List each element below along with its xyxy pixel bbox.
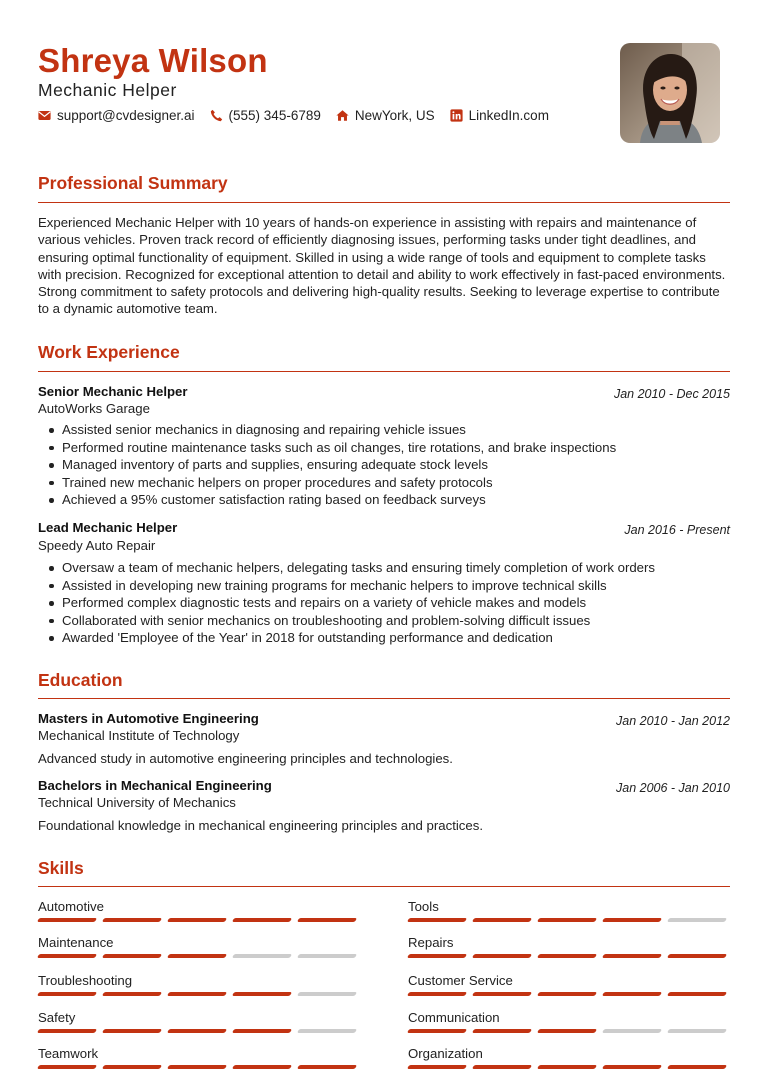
education-dates: Jan 2010 - Jan 2012 <box>616 714 730 728</box>
skill-segment-filled <box>537 992 597 996</box>
skill-label: Automotive <box>38 899 104 914</box>
skills-heading: Skills <box>38 858 84 878</box>
skill-segment-filled <box>472 992 532 996</box>
list-item: Assisted senior mechanics in diagnosing and repairing vehicle issues <box>38 421 616 439</box>
list-item: Oversaw a team of mechanic helpers, delegating tasks and ensuring timely completion of work orders <box>38 559 655 577</box>
skill-rating-bar <box>38 954 363 958</box>
list-item: Achieved a 95% customer satisfaction rating based on feedback surveys <box>38 491 616 509</box>
skill-segment-filled <box>37 954 97 958</box>
skill-segment-filled <box>297 918 357 922</box>
skill-item <box>38 1010 360 1044</box>
job-dates: Jan 2016 - Present <box>624 523 730 537</box>
skill-segment-filled <box>537 1029 597 1033</box>
location-text: NewYork, US <box>354 108 435 123</box>
skill-rating-bar <box>38 918 363 922</box>
profile-photo <box>620 43 720 143</box>
skill-segment-filled <box>37 918 97 922</box>
skill-segment-empty <box>602 1029 662 1033</box>
list-item: Performed complex diagnostic tests and repairs on a variety of vehicle makes and models <box>38 594 655 612</box>
skill-segment-filled <box>472 1065 532 1069</box>
job-bullets <box>38 421 616 509</box>
job-title: Lead Mechanic Helper <box>38 520 178 535</box>
skill-segment-filled <box>602 992 662 996</box>
summary-heading: Professional Summary <box>38 173 228 193</box>
skill-segment-filled <box>232 992 292 996</box>
candidate-role: Mechanic Helper <box>38 80 177 100</box>
skill-segment-filled <box>37 1065 97 1069</box>
list-item: Awarded 'Employee of the Year' in 2018 for outstanding performance and dedication <box>38 629 655 647</box>
skill-segment-filled <box>407 954 467 958</box>
skill-segment-filled <box>667 1065 727 1069</box>
email-text: support@cvdesigner.ai <box>57 108 195 123</box>
skill-rating-bar <box>408 992 733 996</box>
skill-item <box>408 1010 730 1044</box>
list-item: Performed routine maintenance tasks such as oil changes, tire rotations, and brake inspections <box>38 439 616 457</box>
contact-linkedin[interactable] <box>450 108 549 123</box>
contact-location <box>336 108 435 123</box>
skill-segment-empty <box>297 1029 357 1033</box>
list-item: Collaborated with senior mechanics on troubleshooting and problem-solving difficult issues <box>38 612 655 630</box>
skill-segment-filled <box>537 1065 597 1069</box>
skill-segment-filled <box>37 992 97 996</box>
skill-segment-filled <box>232 1029 292 1033</box>
skill-segment-empty <box>667 1029 727 1033</box>
skill-item <box>38 1046 360 1078</box>
skill-rating-bar <box>408 1029 733 1033</box>
skill-label: Tools <box>408 899 439 914</box>
skill-segment-filled <box>472 918 532 922</box>
skill-segment-filled <box>102 1029 162 1033</box>
skill-rating-bar <box>408 954 733 958</box>
skill-segment-filled <box>167 1029 227 1033</box>
skill-segment-filled <box>167 992 227 996</box>
skill-segment-filled <box>537 954 597 958</box>
skill-segment-filled <box>297 1065 357 1069</box>
job-bullets <box>38 559 655 647</box>
skill-label: Troubleshooting <box>38 973 133 988</box>
skill-segment-filled <box>102 992 162 996</box>
skill-segment-filled <box>102 954 162 958</box>
job-dates: Jan 2010 - Dec 2015 <box>613 387 730 401</box>
phone-icon <box>210 109 223 122</box>
skill-segment-filled <box>407 1029 467 1033</box>
skill-label: Customer Service <box>408 973 513 988</box>
education-degree: Bachelors in Mechanical Engineering <box>38 778 272 793</box>
skill-segment-filled <box>167 1065 227 1069</box>
education-heading: Education <box>38 670 123 690</box>
skill-segment-filled <box>602 918 662 922</box>
contact-phone[interactable] <box>210 108 321 123</box>
skill-rating-bar <box>38 992 363 996</box>
skill-item <box>38 935 360 969</box>
contact-bar <box>38 108 564 123</box>
skill-rating-bar <box>408 918 733 922</box>
skill-item <box>408 1046 730 1078</box>
skill-rating-bar <box>38 1029 363 1033</box>
envelope-icon <box>38 109 51 122</box>
skill-segment-filled <box>102 918 162 922</box>
linkedin-text: LinkedIn.com <box>468 108 549 123</box>
list-item: Assisted in developing new training programs for mechanic helpers to improve technical skills <box>38 577 655 595</box>
summary-divider <box>38 202 730 203</box>
skill-label: Teamwork <box>38 1046 99 1061</box>
education-description: Foundational knowledge in mechanical engineering principles and practices. <box>38 818 483 833</box>
candidate-name: Shreya Wilson <box>38 42 268 79</box>
skill-label: Organization <box>408 1046 483 1061</box>
skill-rating-bar <box>38 1065 363 1069</box>
skill-item <box>38 973 360 1007</box>
skill-item <box>408 973 730 1007</box>
skill-segment-empty <box>667 918 727 922</box>
skill-segment-filled <box>407 992 467 996</box>
experience-heading: Work Experience <box>38 342 180 362</box>
skill-label: Maintenance <box>38 935 114 950</box>
skill-segment-filled <box>37 1029 97 1033</box>
list-item: Trained new mechanic helpers on proper procedures and safety protocols <box>38 474 616 492</box>
list-item: Managed inventory of parts and supplies, ensuring adequate stock levels <box>38 456 616 474</box>
skill-item <box>408 899 730 933</box>
skill-segment-filled <box>407 918 467 922</box>
education-description: Advanced study in automotive engineering principles and technologies. <box>38 751 453 766</box>
linkedin-icon <box>450 109 463 122</box>
skill-item <box>408 935 730 969</box>
home-icon <box>336 109 349 122</box>
education-dates: Jan 2006 - Jan 2010 <box>616 781 730 795</box>
education-school: Mechanical Institute of Technology <box>38 728 240 743</box>
job-company: Speedy Auto Repair <box>38 538 156 553</box>
skill-label: Communication <box>408 1010 500 1025</box>
summary-text: Experienced Mechanic Helper with 10 years of hands-on experience in assisting with repairs and maintenance of various vehicles. Proven track record of efficiently diagnosing issues, performing tasks under tight deadlines, and ensuring optimal functionality of equipment. Skilled in using a wide range of tools and equipment to complete tasks with precision. Recognized for exceptional attention to detail and ability to work effectively in fast-paced environments. Strong commitment to safety protocols and delivering high-quality results. Seeking to leverage expertise to contribute to a dynamic automotive team. <box>38 215 726 317</box>
skill-segment-filled <box>167 954 227 958</box>
skill-segment-filled <box>602 954 662 958</box>
skill-item <box>38 899 360 933</box>
education-school: Technical University of Mechanics <box>38 795 236 810</box>
skill-segment-filled <box>602 1065 662 1069</box>
skill-segment-filled <box>472 954 532 958</box>
skill-segment-empty <box>232 954 292 958</box>
experience-divider <box>38 371 730 372</box>
phone-text: (555) 345-6789 <box>228 108 321 123</box>
job-title: Senior Mechanic Helper <box>38 384 188 399</box>
skill-segment-filled <box>232 918 292 922</box>
job-company: AutoWorks Garage <box>38 401 150 416</box>
skill-segment-empty <box>297 954 357 958</box>
contact-email[interactable] <box>38 108 195 123</box>
skills-divider <box>38 886 730 887</box>
skill-segment-filled <box>667 992 727 996</box>
education-divider <box>38 698 730 699</box>
skill-segment-filled <box>472 1029 532 1033</box>
skill-segment-filled <box>102 1065 162 1069</box>
skill-rating-bar <box>408 1065 733 1069</box>
skill-segment-filled <box>407 1065 467 1069</box>
skill-segment-filled <box>537 918 597 922</box>
education-degree: Masters in Automotive Engineering <box>38 711 259 726</box>
skill-segment-empty <box>297 992 357 996</box>
skill-segment-filled <box>232 1065 292 1069</box>
skill-segment-filled <box>667 954 727 958</box>
skill-label: Safety <box>38 1010 76 1025</box>
skill-segment-filled <box>167 918 227 922</box>
skill-label: Repairs <box>408 935 454 950</box>
